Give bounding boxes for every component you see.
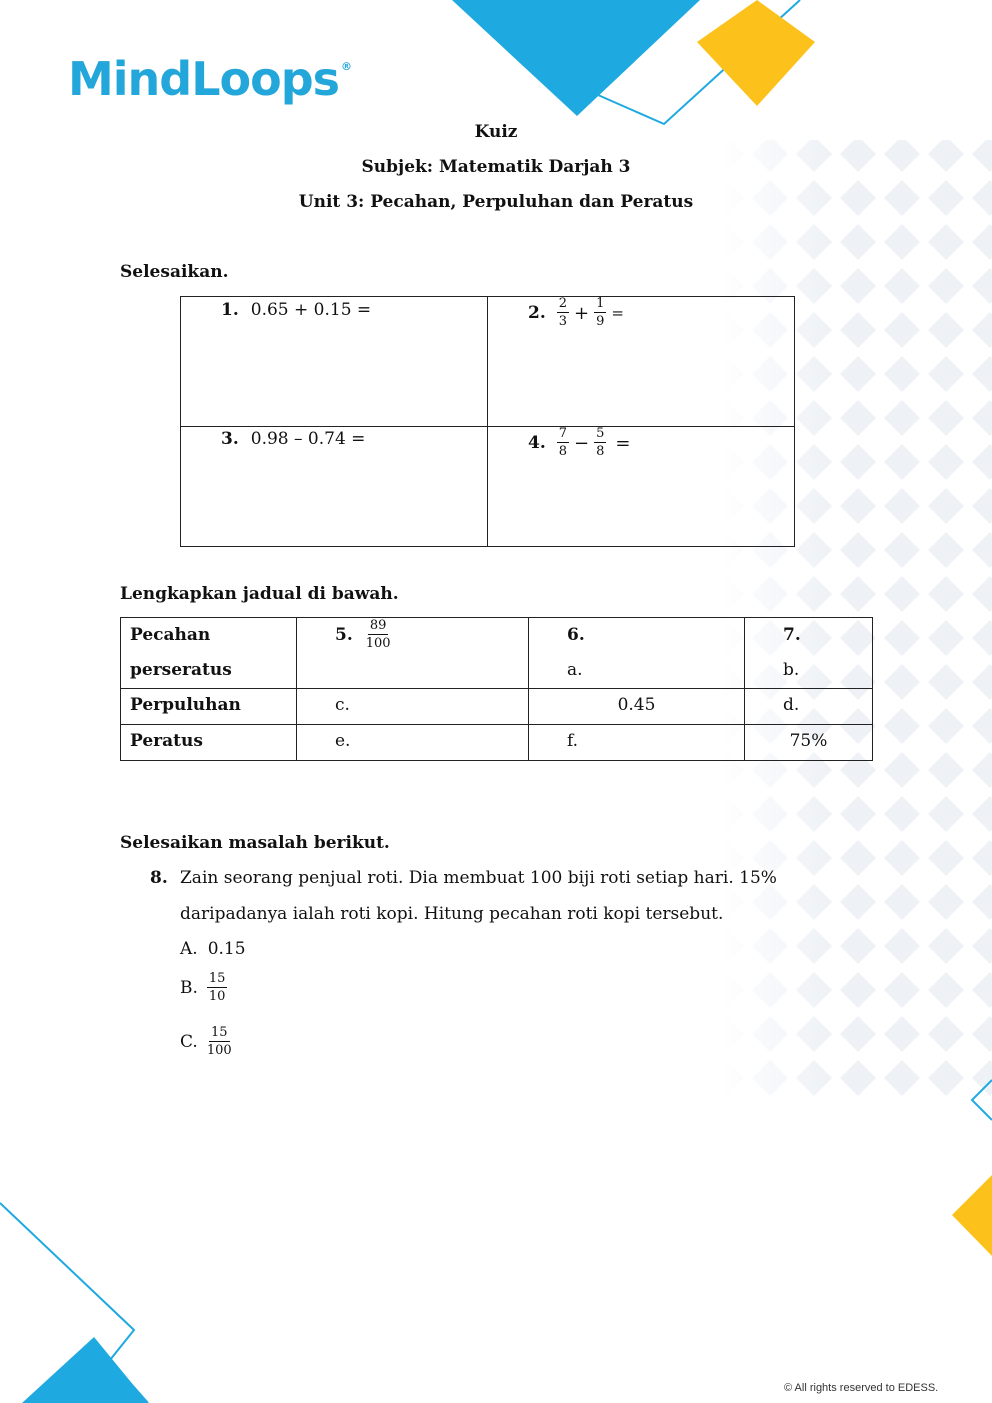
question-grid (180, 296, 795, 547)
top-yellow-diamond (697, 0, 815, 106)
question-8-text-line2: daripadanya ialah roti kopi. Hitung pecahan roti kopi tersebut. (180, 904, 724, 924)
row-label-perpuluhan: Perpuluhan (121, 689, 297, 725)
section3-heading: Selesaikan masalah berikut. (120, 833, 390, 853)
question-4: 4. $\frac{7}{8}$ − $\frac{5}{8}$ = (528, 426, 631, 459)
fraction: $\frac{15}{10}$ (208, 971, 226, 1004)
question-1: 1. 0.65 + 0.15 = (221, 300, 372, 320)
fraction: $\frac{15}{100}$ (206, 1025, 232, 1058)
unit-line: Unit 3: Pecahan, Perpuluhan dan Peratus (298, 192, 694, 212)
question-cell[interactable] (181, 427, 488, 547)
right-yellow-diamond (952, 1175, 992, 1256)
option-a[interactable]: A. 0.15 (180, 939, 246, 959)
option-b[interactable]: B. $\frac{15}{10}$ (180, 971, 226, 1004)
cell-d[interactable]: d. (745, 689, 873, 725)
question-cell[interactable] (488, 427, 795, 547)
copyright-footer: © All rights reserved to EDESS. (784, 1382, 939, 1394)
cell-decimal-value: 0.45 (529, 689, 745, 725)
cell-q5[interactable]: 5. $\frac{89}{100}$ (297, 618, 529, 689)
subject-line: Subjek: Matematik Darjah 3 (361, 157, 631, 177)
option-c[interactable]: C. $\frac{15}{100}$ (180, 1025, 232, 1058)
cell-e[interactable]: e. (297, 725, 529, 761)
question-cell[interactable] (181, 297, 488, 427)
fraction: $\frac{7}{8}$ (558, 426, 568, 459)
bottom-blue-triangle (22, 1337, 148, 1403)
question-2: 2. $\frac{2}{3}$ + $\frac{1}{9}$ = (528, 296, 624, 329)
section2-heading: Lengkapkan jadual di bawah. (120, 584, 399, 604)
top-blue-triangle (452, 0, 700, 116)
question-cell[interactable] (488, 297, 795, 427)
row-label-peratus: Peratus (121, 725, 297, 761)
conversion-table (120, 617, 873, 761)
cell-q6[interactable]: 6. a. (529, 618, 745, 689)
fraction: $\frac{2}{3}$ (558, 296, 568, 329)
quiz-title: Kuiz (474, 122, 518, 142)
mindloops-logo: MindLoops ® (68, 52, 352, 106)
question-3: 3. 0.98 – 0.74 = (221, 429, 366, 449)
cell-percent-value: 75% (745, 725, 873, 761)
fraction: $\frac{89}{100}$ (365, 618, 391, 651)
cell-c[interactable]: c. (297, 689, 529, 725)
row-label-pecahan: Pecahan perseratus (121, 618, 297, 689)
question-8-text-line1: Zain seorang penjual roti. Dia membuat 100 biji roti setiap hari. 15% (180, 868, 777, 888)
cell-q7[interactable]: 7. b. (745, 618, 873, 689)
cell-f[interactable]: f. (529, 725, 745, 761)
question-8-number: 8. (150, 868, 168, 888)
section1-heading: Selesaikan. (120, 262, 229, 282)
fraction: $\frac{5}{8}$ (596, 426, 605, 459)
fraction: $\frac{1}{9}$ (596, 296, 605, 329)
